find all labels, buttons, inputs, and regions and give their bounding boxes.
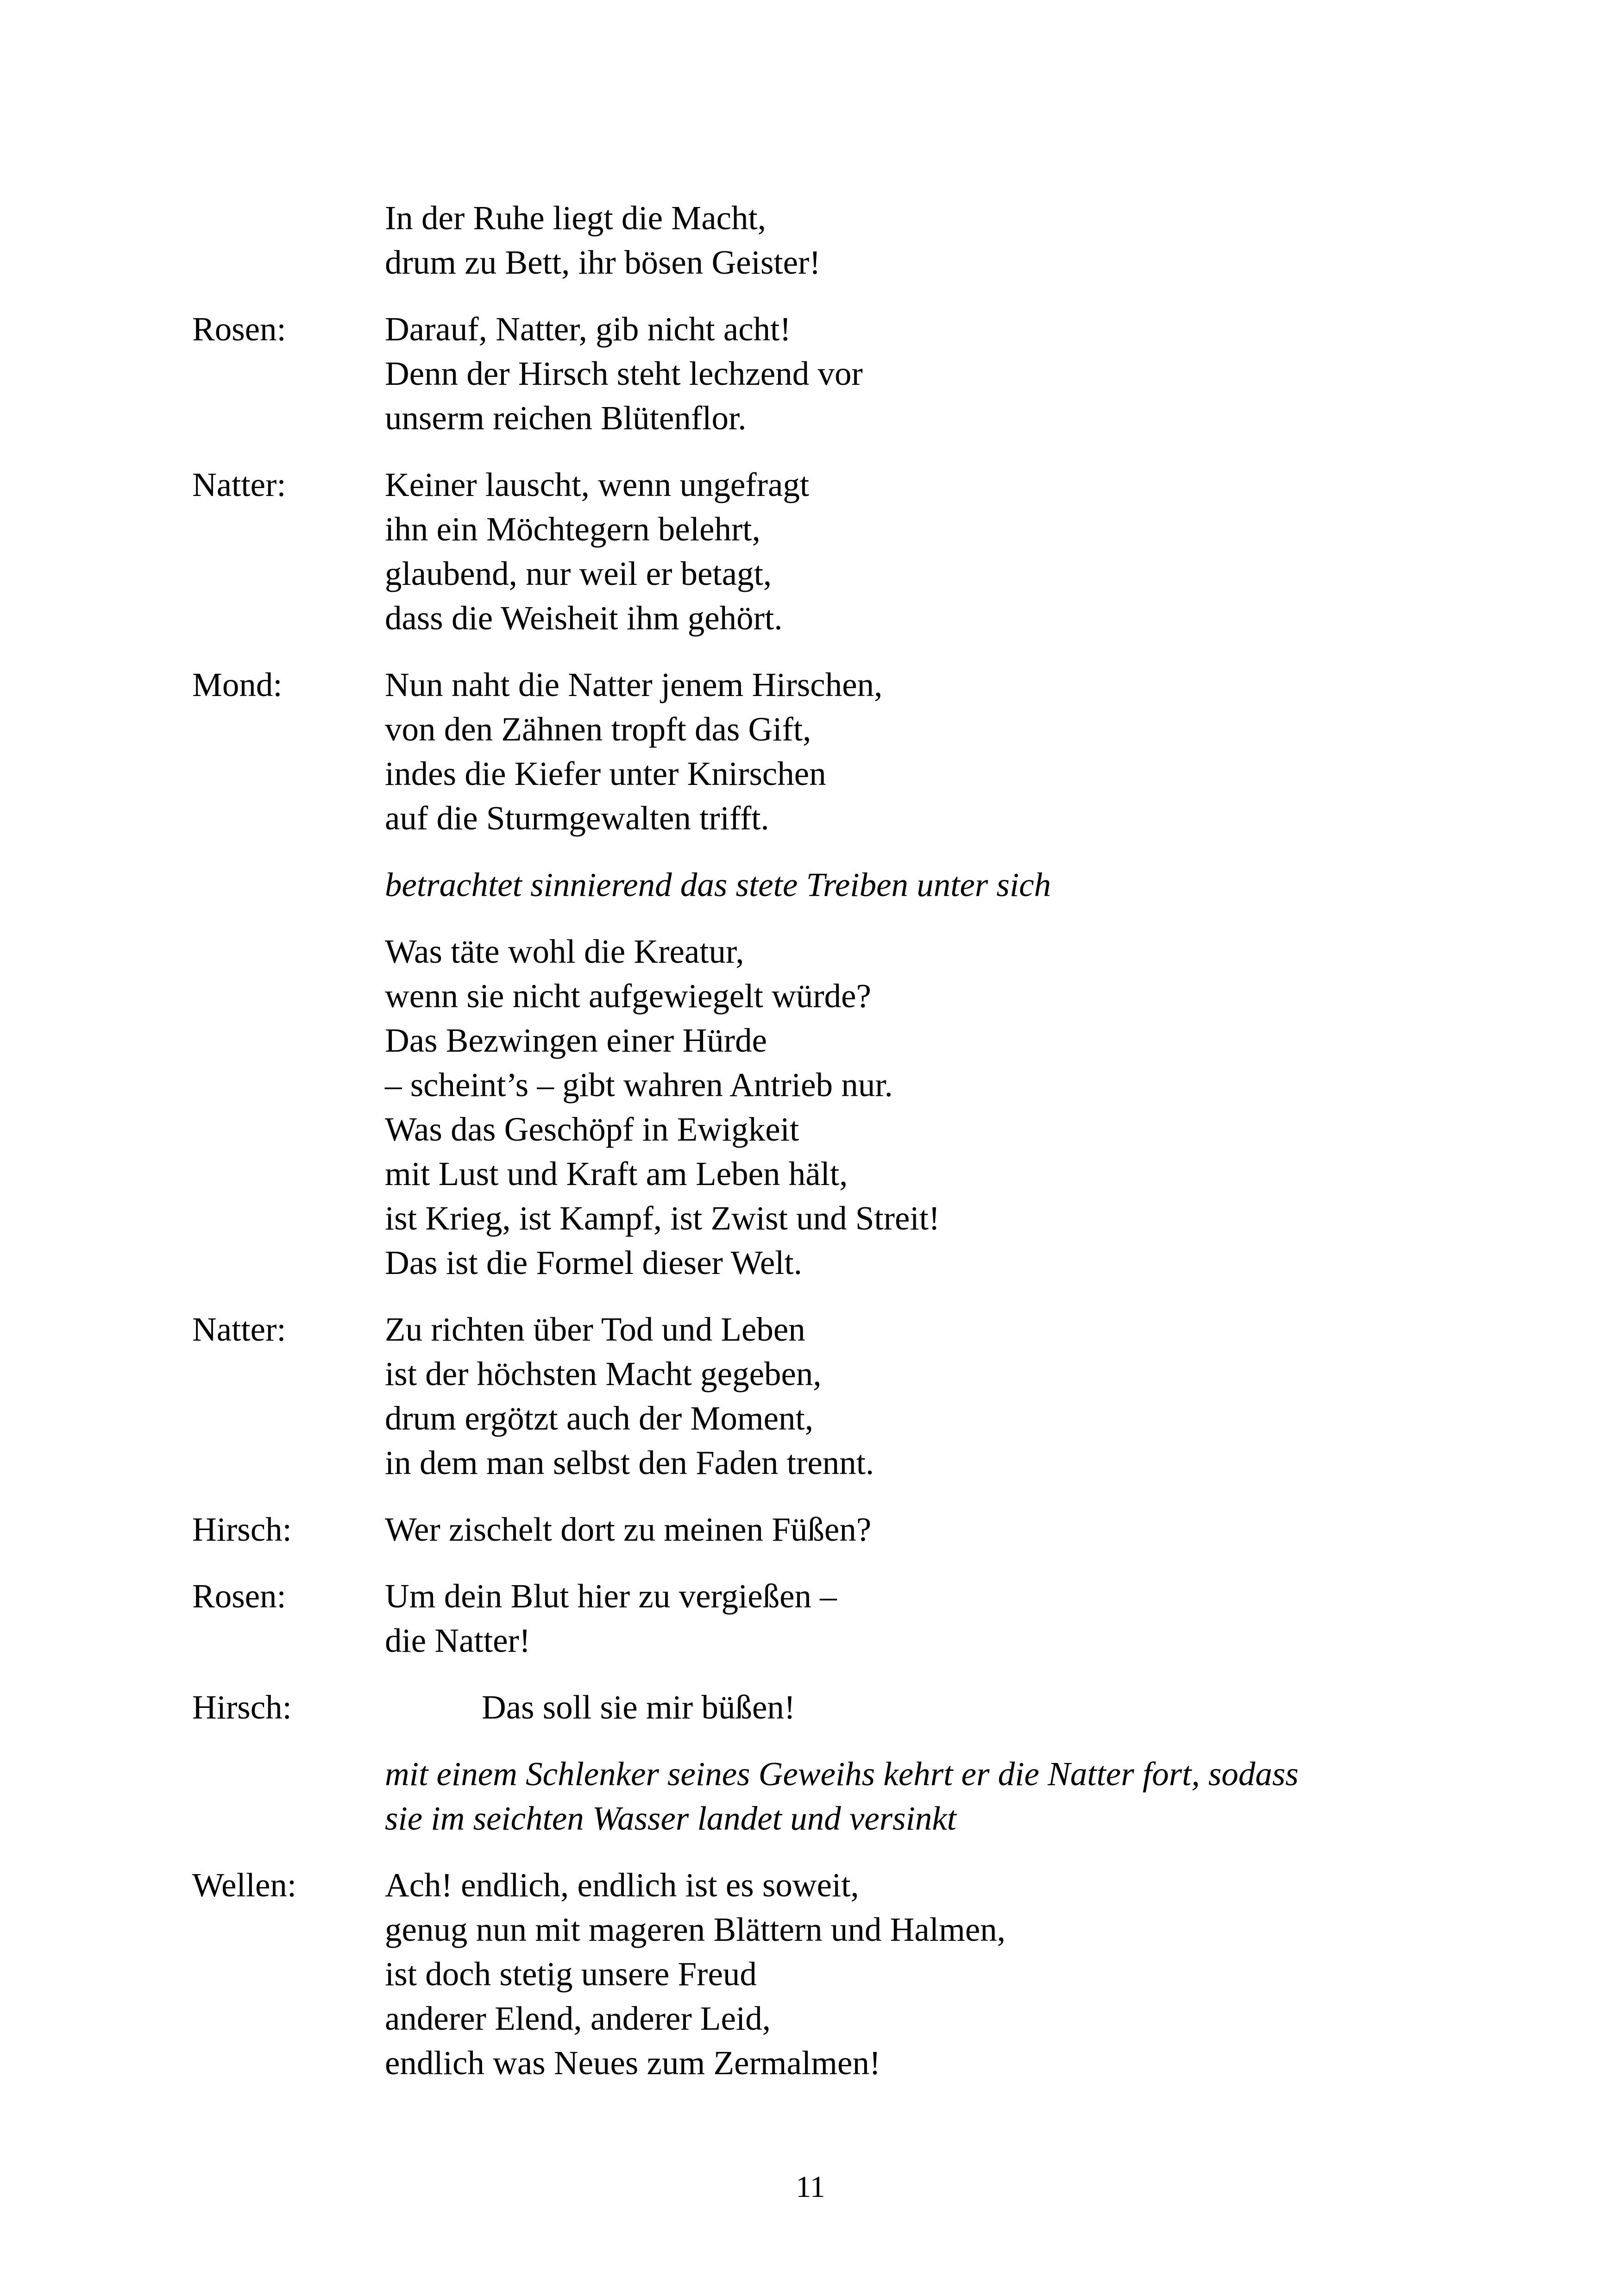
verse-line: Das Bezwingen einer Hürde — [385, 1022, 767, 1059]
verse-line: ist doch stetig unsere Freud — [385, 1955, 757, 1993]
verse-line: – scheint’s – gibt wahren Antrieb nur. — [385, 1066, 893, 1104]
verse-line: Darauf, Natter, gib nicht acht! — [385, 310, 791, 348]
verse-line: Ach! endlich, endlich ist es soweit, — [385, 1866, 859, 1904]
speaker-label: Hirsch: — [192, 1511, 292, 1548]
speaker-label: Wellen: — [192, 1866, 297, 1904]
verse-line: Denn der Hirsch steht lechzend vor — [385, 355, 863, 392]
verse-line: die Natter! — [385, 1622, 531, 1659]
verse-line: Um dein Blut hier zu vergießen – — [385, 1577, 837, 1615]
verse-line: drum ergötzt auch der Moment, — [385, 1399, 814, 1437]
stage-direction-line: betrachtet sinnierend das stete Treiben unter sich — [385, 866, 1051, 903]
verse-line: Was das Geschöpf in Ewigkeit — [385, 1110, 799, 1148]
verse-line: Das ist die Formel dieser Welt. — [385, 1244, 803, 1281]
verse-line: mit Lust und Kraft am Leben hält, — [385, 1155, 848, 1192]
speaker-label: Natter: — [192, 466, 286, 503]
verse-line: glaubend, nur weil er betagt, — [385, 555, 772, 592]
page-number: 11 — [796, 2170, 825, 2204]
verse-line: ist der höchsten Macht gegeben, — [385, 1355, 822, 1393]
verse-line: von den Zähnen tropft das Gift, — [385, 710, 811, 748]
verse-line: dass die Weisheit ihm gehört. — [385, 599, 783, 637]
verse-line: anderer Elend, anderer Leid, — [385, 2000, 771, 2037]
verse-line: ihn ein Möchtegern belehrt, — [385, 510, 760, 548]
verse-line: genug nun mit mageren Blättern und Halmen, — [385, 1911, 1006, 1948]
verse-line: Das soll sie mir büßen! — [482, 1688, 796, 1726]
verse-line: Wer zischelt dort zu meinen Füßen? — [385, 1511, 872, 1548]
verse-line: drum zu Bett, ihr bösen Geister! — [385, 244, 821, 281]
verse-line: auf die Sturmgewalten trifft. — [385, 799, 769, 837]
verse-line: Keiner lauscht, wenn ungefragt — [385, 466, 810, 503]
verse-line: ist Krieg, ist Kampf, ist Zwist und Streit! — [385, 1199, 940, 1237]
stage-direction-line: sie im seichten Wasser landet und versinkt — [385, 1800, 957, 1837]
verse-line: in dem man selbst den Faden trennt. — [385, 1444, 874, 1481]
speaker-label: Mond: — [192, 666, 283, 703]
stage-direction-line: mit einem Schlenker seines Geweihs kehrt er die Natter fort, sodass — [385, 1755, 1299, 1793]
verse-line: indes die Kiefer unter Knirschen — [385, 755, 826, 792]
speaker-label: Natter: — [192, 1311, 286, 1348]
speaker-label: Rosen: — [192, 310, 286, 348]
verse-line: Was täte wohl die Kreatur, — [385, 933, 744, 970]
verse-line: wenn sie nicht aufgewiegelt würde? — [385, 977, 871, 1015]
verse-line: In der Ruhe liegt die Macht, — [385, 199, 767, 237]
speaker-label: Hirsch: — [192, 1688, 292, 1726]
verse-line: endlich was Neues zum Zermalmen! — [385, 2044, 881, 2082]
speaker-label: Rosen: — [192, 1577, 286, 1615]
verse-line: Nun naht die Natter jenem Hirschen, — [385, 666, 883, 703]
verse-line: unserm reichen Blütenflor. — [385, 399, 747, 437]
verse-line: Zu richten über Tod und Leben — [385, 1311, 805, 1348]
